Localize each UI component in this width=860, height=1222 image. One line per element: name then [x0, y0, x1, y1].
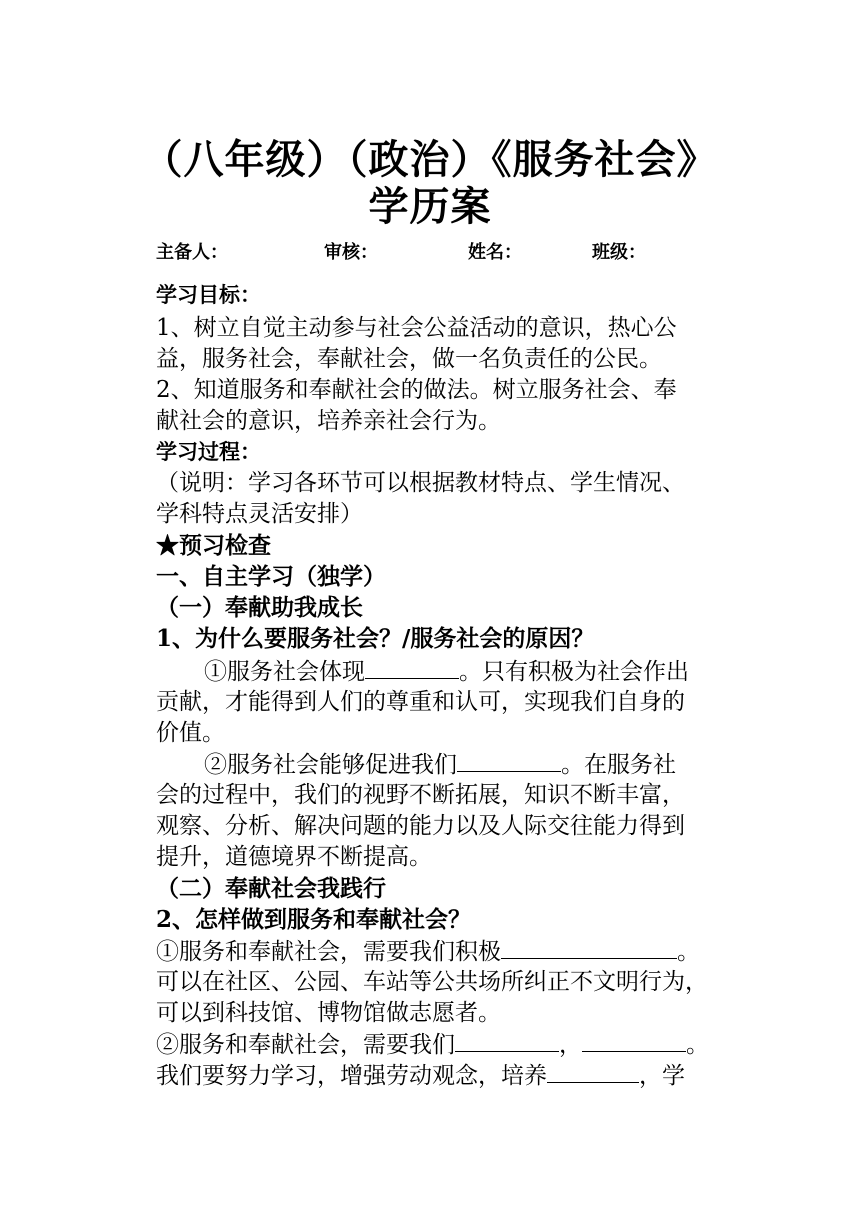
process-heading: 学习过程： — [156, 439, 261, 464]
note-line-b: 学科特点灵活安排） — [156, 501, 363, 527]
paragraph-4-text-post: 。 — [686, 1032, 709, 1058]
title-line-2: 学历案 — [368, 183, 492, 230]
goal-2-line-a: 2、知道服务和奉献社会的做法。树立服务社会、奉 — [156, 377, 677, 403]
paragraph-4-line-b — [156, 1060, 716, 1091]
subsection-1-heading: （一）奉献助我成长 — [156, 594, 363, 621]
paragraph-2-line-a — [156, 749, 716, 780]
goal-2-line-b: 献社会的意识，培养亲社会行为。 — [156, 408, 501, 434]
paragraph-1-text-post: 。只有积极为社会作出 — [459, 659, 689, 685]
paragraph-3-text-post: 。 — [677, 939, 700, 965]
question-1: 1、为什么要服务社会？/服务社会的原因？ — [156, 625, 595, 652]
paragraph-1-line-b: 贡献，才能得到人们的尊重和认可，实现我们自身的 — [156, 689, 685, 715]
paragraph-2-line-d: 提升，道德境界不断提高。 — [156, 844, 432, 870]
preview-heading: ★预习检查 — [156, 532, 271, 559]
section-1-heading: 一、自主学习（独学） — [156, 563, 386, 590]
paragraph-3-text-pre: ①服务和奉献社会，需要我们积极 — [156, 939, 501, 965]
paragraph-4b-text-post: ，学 — [639, 1063, 685, 1089]
meta-reviewer: 审核： — [324, 242, 378, 263]
subsection-2-heading: （二）奉献社会我践行 — [156, 875, 386, 902]
paragraph-4-text-mid: ， — [559, 1032, 582, 1058]
note-line-a: （说明：学习各环节可以根据教材特点、学生情况、 — [156, 470, 685, 496]
fill-blank-5[interactable] — [582, 1029, 686, 1052]
paragraph-2-line-b: 会的过程中，我们的视野不断拓展，知识不断丰富， — [156, 782, 685, 808]
paragraph-1-text-pre: ①服务社会体现 — [204, 659, 365, 685]
question-2: 2、怎样做到服务和奉献社会？ — [156, 906, 472, 933]
fill-blank-6[interactable] — [547, 1060, 639, 1083]
paragraph-3-line-b: 可以在社区、公园、车站等公共场所纠正不文明行为， — [156, 969, 708, 995]
fill-blank-3[interactable] — [501, 936, 677, 959]
paragraph-3-line-c: 可以到科技馆、博物馆做志愿者。 — [156, 1000, 501, 1026]
paragraph-4-line-a — [156, 1029, 716, 1060]
goal-1-line-b: 益，服务社会，奉献社会，做一名负责任的公民。 — [156, 346, 662, 372]
meta-class: 班级： — [592, 242, 646, 263]
fill-blank-4[interactable] — [455, 1029, 559, 1052]
title-line-1: （八年级）（政治）《服务社会》 — [142, 136, 718, 183]
paragraph-3-line-a — [156, 936, 716, 967]
meta-name: 姓名： — [468, 242, 522, 263]
paragraph-1-line-a — [156, 656, 716, 687]
goal-1-line-a: 1、树立自觉主动参与社会公益活动的意识，热心公 — [156, 315, 677, 341]
paragraph-4b-text-pre: 我们要努力学习，增强劳动观念，培养 — [156, 1063, 547, 1089]
paragraph-4-text-pre: ②服务和奉献社会，需要我们 — [156, 1032, 455, 1058]
fill-blank-1[interactable] — [365, 656, 459, 679]
paragraph-2-line-c: 观察、分析、解决问题的能力以及人际交往能力得到 — [156, 813, 685, 839]
paragraph-1-line-c: 价值。 — [156, 720, 225, 746]
goals-heading: 学习目标： — [156, 282, 261, 307]
meta-preparer: 主备人： — [156, 242, 228, 263]
fill-blank-2[interactable] — [457, 749, 561, 772]
paragraph-2-text-pre: ②服务社会能够促进我们 — [204, 752, 457, 778]
paragraph-2-text-post: 。在服务社 — [561, 752, 676, 778]
